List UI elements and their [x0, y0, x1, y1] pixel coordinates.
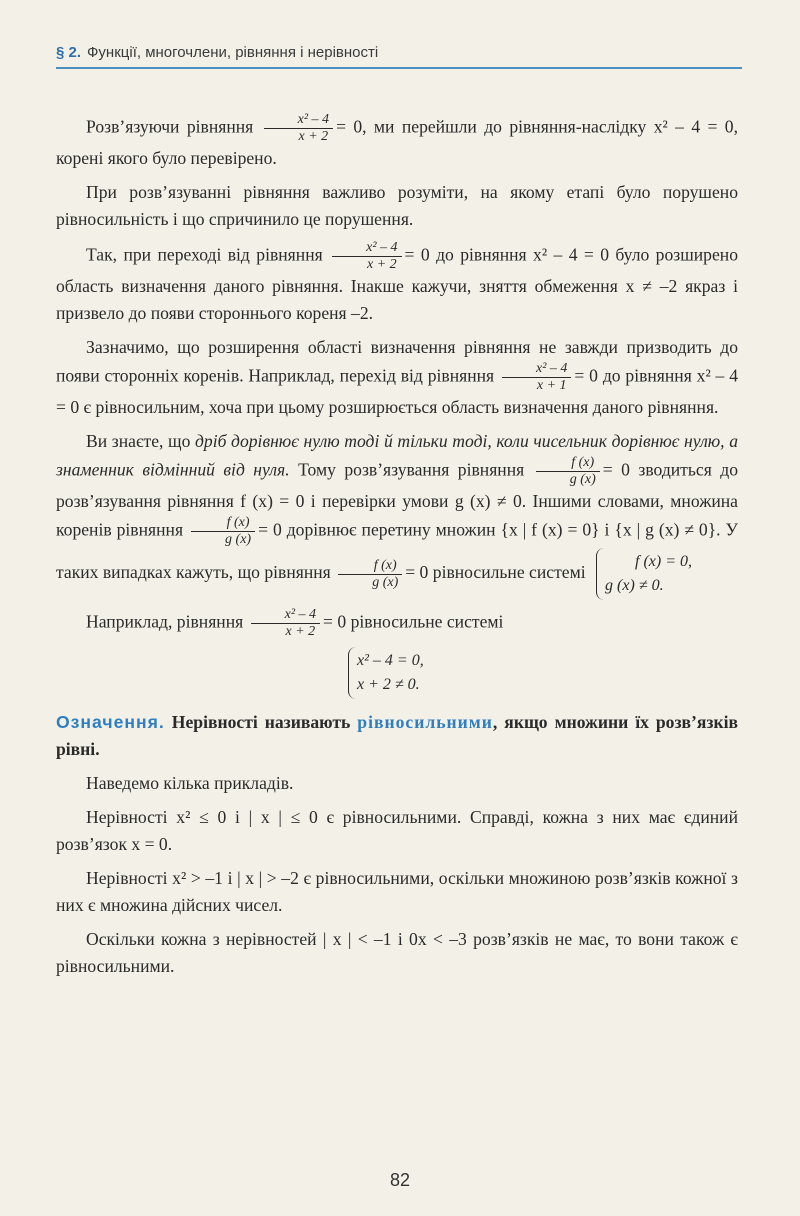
- paragraph-5: [56, 428, 738, 600]
- paragraph-1: [56, 112, 738, 172]
- paragraph-8: Нерівності x² ≤ 0 і | x | ≤ 0 є рівносильними. Справді, кожна з них має єдиний розв’язок x = 0.: [56, 807, 738, 854]
- p6-text-a: Наприклад, рівняння: [86, 611, 244, 632]
- system-line: [342, 647, 738, 699]
- p1-text-b: , ми перейшли до рівняння-наслідку x² – 4 = 0, корені якого було перевірено.: [56, 116, 738, 168]
- eq-zero: = 0: [602, 459, 630, 480]
- body-text: [56, 112, 738, 987]
- eq-zero: = 0: [323, 611, 347, 632]
- fraction-x2-4-over-x+2-b: $\frac{\text{x² – 4}}{x + 2}$: [332, 240, 401, 273]
- definition-text-b: , якщо множини їх розв’язків рівні.: [56, 712, 738, 759]
- p5-text-e: рівносильне системі: [432, 562, 586, 583]
- paragraph-2: При розв’язуванні рівняння важливо розуміти, на якому етапі було порушено рівносильність і що спричинило це порушення.: [56, 182, 738, 229]
- page-number: 82: [389, 1170, 411, 1190]
- paragraph-7: Наведемо кілька прикладів.: [86, 773, 294, 793]
- paragraph-10: Оскільки кожна з нерівностей | x | < –1 і 0x < –3 розв’язків не має, то вони також є рівносильними.: [56, 929, 738, 976]
- eq-zero: = 0: [574, 365, 598, 386]
- definition-term: рівносильними: [357, 712, 493, 732]
- system-x2-4: x² – 4 = 0, x + 2 ≠ 0.: [348, 647, 424, 699]
- definition-label: Означення.: [56, 712, 165, 732]
- section-number: § 2.: [56, 44, 82, 61]
- fraction-f-over-g-b: $\frac{f (x)}{g (x)}$: [191, 515, 255, 548]
- paragraph-4: [56, 334, 738, 421]
- definition: [56, 709, 738, 763]
- running-header: [56, 44, 742, 69]
- p5-text-a: Ви знаєте, що: [86, 431, 191, 451]
- p6-text-b: рівносильне системі: [350, 611, 504, 632]
- eq-zero: = 0: [404, 244, 430, 265]
- eq-zero: = 0: [405, 562, 429, 583]
- definition-text-a: Нерівності називають: [171, 712, 351, 732]
- p5-text-d: дорівнює перетину множин {x | f (x) = 0} і {x | g (x) ≠ 0}. У таких випадках кажуть, що рівняння: [56, 519, 738, 583]
- p4-text-b: до рівняння x² – 4 = 0 є рівносильним, хоча при цьому розширюється область визначення даного рівняння.: [56, 365, 738, 417]
- p3-text-a: Так, при переході від рівняння: [86, 244, 323, 265]
- section-title: Функції, многочлени, рівняння і нерівності: [87, 44, 379, 61]
- paragraph-6: [56, 607, 738, 640]
- paragraph-3: [56, 240, 738, 327]
- eq-zero: = 0: [258, 519, 282, 540]
- fraction-x2-4-over-x+1: $\frac{\text{x² – 4}}{x + 1}$: [502, 361, 571, 394]
- paragraph-9: Нерівності x² > –1 і | x | > –2 є рівносильними, оскільки множиною розв’язків кожної з них є множина дійсних чисел.: [56, 868, 738, 915]
- p1-text-a: Розв’язуючи рівняння: [86, 116, 254, 137]
- fraction-f-over-g: $\frac{f (x)}{g (x)}$: [536, 455, 600, 488]
- fraction-x2-4-over-x+2: $\frac{\text{x² – 4}}{x + 2}$: [264, 112, 333, 145]
- p3-text-b: до рівняння x² – 4 = 0 було розширено область визначення даного рівняння. Інакше кажучи, зняття обмеження x ≠ –2 якраз і призвело до появи стороннього кореня –2.: [56, 244, 738, 323]
- fraction-x2-4-over-x+2-c: $\frac{\text{x² – 4}}{x + 2}$: [251, 607, 320, 640]
- system-f-g: f (x) = 0, g (x) ≠ 0.: [596, 548, 692, 600]
- p5-italic-rule: дріб дорівнює нулю тоді й тільки тоді, коли чисельник дорівнює нулю, а знаменник відмінний від нуля.: [56, 431, 738, 480]
- eq-zero: = 0: [336, 116, 363, 137]
- p4-text-a: Зазначимо, що розширення області визначення рівняння не завжди призводить до появи сторонніх коренів. Наприклад, перехід від рівняння: [56, 337, 738, 386]
- p5-text-c: зводиться до розв’язування рівняння f (x) = 0 і перевірки умови g (x) ≠ 0. Іншими словами, множина коренів рівняння: [56, 459, 739, 540]
- p5-text-b: Тому розв’язування рівняння: [298, 459, 525, 480]
- fraction-f-over-g-c: $\frac{f (x)}{g (x)}$: [338, 558, 402, 591]
